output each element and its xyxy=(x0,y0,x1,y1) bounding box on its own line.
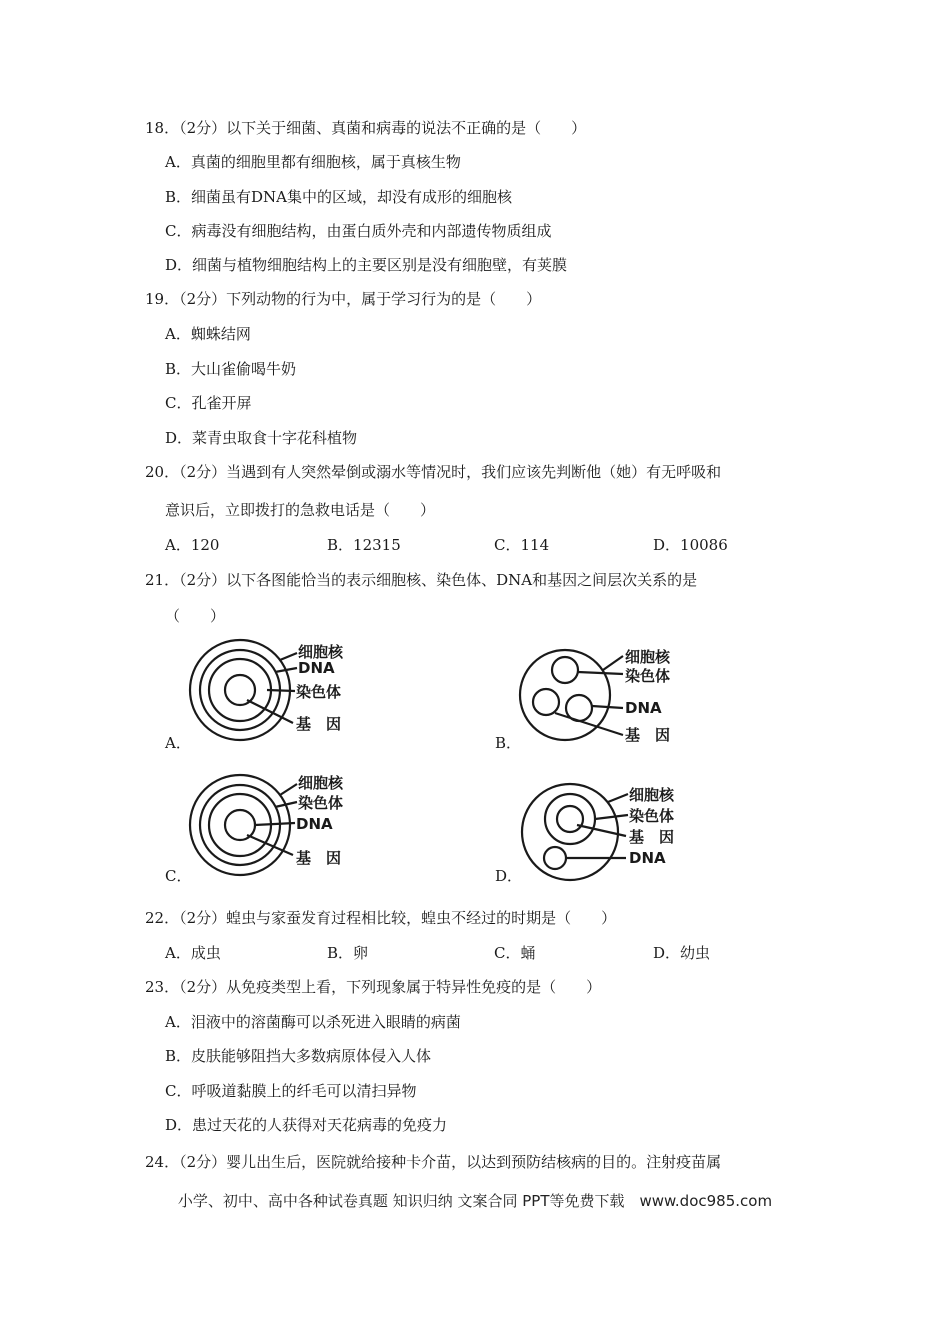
diagram-b-label-3: DNA xyxy=(625,699,662,717)
question-20-stem xyxy=(145,462,721,482)
question-24-stem xyxy=(145,1152,721,1172)
q23-option-d: D．患过天花的人获得对天花病毒的免疫力 xyxy=(165,1116,448,1134)
diagram-a-figure xyxy=(185,635,365,750)
q19-option-c: C．孔雀开屏 xyxy=(165,394,252,412)
q22-option-b: B．卵 xyxy=(327,944,369,962)
question-19-stem xyxy=(145,289,541,309)
question-23-stem xyxy=(145,977,601,997)
diagram-d xyxy=(515,782,695,891)
q18-option-d: D．细菌与植物细胞结构上的主要区别是没有细胞壁，有荚膜 xyxy=(165,256,568,274)
diagram-d-label: D． xyxy=(495,867,523,885)
q18-option-b: B．细菌虽有DNA集中的区域，却没有成形的细胞核 xyxy=(165,188,513,206)
question-21-stem xyxy=(145,570,697,590)
question-text: （2分）当遇到有人突然晕倒或溺水等情况时，我们应该先判断他（她）有无呼吸和 xyxy=(179,463,722,481)
diagram-a xyxy=(185,635,365,754)
question-21-stem-continued: （ ） xyxy=(165,607,226,625)
diagram-a-label-1: 细胞核 xyxy=(298,643,344,661)
diagram-a-label-2: DNA xyxy=(298,659,335,677)
question-number: 22． xyxy=(145,909,180,927)
diagram-d-figure xyxy=(515,782,695,887)
question-text: （2分）下列动物的行为中，属于学习行为的是（ ） xyxy=(179,290,542,308)
diagram-d-label-4: DNA xyxy=(629,849,666,867)
question-text: （2分）以下各图能恰当的表示细胞核、染色体、DNA和基因之间层次关系的是 xyxy=(179,571,698,589)
diagram-c-label: C． xyxy=(165,867,192,885)
question-text: （2分）婴儿出生后，医院就给接种卡介苗，以达到预防结核病的目的。注射疫苗属 xyxy=(179,1153,722,1171)
q20-option-b: B．12315 xyxy=(327,536,401,554)
question-number: 19． xyxy=(145,290,180,308)
diagram-d-label-3: 基 因 xyxy=(629,828,675,846)
question-22-stem xyxy=(145,908,616,928)
diagram-b-label-2: 染色体 xyxy=(625,667,671,685)
diagram-d-label-2: 染色体 xyxy=(629,807,675,825)
diagram-c xyxy=(185,770,365,884)
diagram-b-label-1: 细胞核 xyxy=(625,648,671,666)
question-number: 24． xyxy=(145,1153,180,1171)
diagram-b-label: B． xyxy=(495,734,522,752)
question-number: 20． xyxy=(145,463,180,481)
diagram-d-label-1: 细胞核 xyxy=(629,786,675,804)
q18-option-c: C．病毒没有细胞结构，由蛋白质外壳和内部遗传物质组成 xyxy=(165,222,552,240)
question-text: （2分）从免疫类型上看，下列现象属于特异性免疫的是（ ） xyxy=(179,978,602,996)
q22-option-a: A．成虫 xyxy=(165,944,221,962)
question-text: （2分）蝗虫与家蚕发育过程相比较，蝗虫不经过的时期是（ ） xyxy=(179,909,617,927)
diagram-a-label-4: 基 因 xyxy=(296,715,342,733)
question-number: 18． xyxy=(145,119,180,137)
q19-option-b: B．大山雀偷喝牛奶 xyxy=(165,360,297,378)
q20-option-d: D．10086 xyxy=(653,536,728,554)
diagram-c-label-3: DNA xyxy=(296,815,333,833)
question-20-stem-continued: 意识后，立即拨打的急救电话是（ ） xyxy=(165,501,436,519)
diagram-a-label-3: 染色体 xyxy=(296,683,342,701)
q23-option-a: A．泪液中的溶菌酶可以杀死进入眼睛的病菌 xyxy=(165,1013,461,1031)
q23-option-b: B．皮肤能够阻挡大多数病原体侵入人体 xyxy=(165,1047,432,1065)
question-number: 23． xyxy=(145,978,180,996)
diagram-b-figure xyxy=(515,640,695,755)
q20-option-a: A．120 xyxy=(165,536,220,554)
question-number: 21． xyxy=(145,571,180,589)
diagram-b-label-4: 基 因 xyxy=(625,726,671,744)
diagram-c-label-1: 细胞核 xyxy=(298,774,344,792)
diagram-a-label: A． xyxy=(165,734,191,752)
diagram-c-label-2: 染色体 xyxy=(298,794,344,812)
q20-option-c: C．114 xyxy=(494,536,550,554)
q18-option-a: A．真菌的细胞里都有细胞核，属于真核生物 xyxy=(165,153,461,171)
diagram-c-figure xyxy=(185,770,365,880)
diagram-b xyxy=(515,640,695,759)
question-text: （2分）以下关于细菌、真菌和病毒的说法不正确的是（ ） xyxy=(179,119,587,137)
q22-option-d: D．幼虫 xyxy=(653,944,711,962)
q23-option-c: C．呼吸道黏膜上的纤毛可以清扫异物 xyxy=(165,1082,417,1100)
question-18-stem xyxy=(145,118,586,138)
diagram-c-label-4: 基 因 xyxy=(296,849,342,867)
q22-option-c: C．蛹 xyxy=(494,944,536,962)
q19-option-a: A．蜘蛛结网 xyxy=(165,325,251,343)
page-footer: 小学、初中、高中各种试卷真题 知识归纳 文案合同 PPT等免费下载 www.doc985.com xyxy=(177,1192,773,1210)
q19-option-d: D．菜青虫取食十字花科植物 xyxy=(165,429,358,447)
